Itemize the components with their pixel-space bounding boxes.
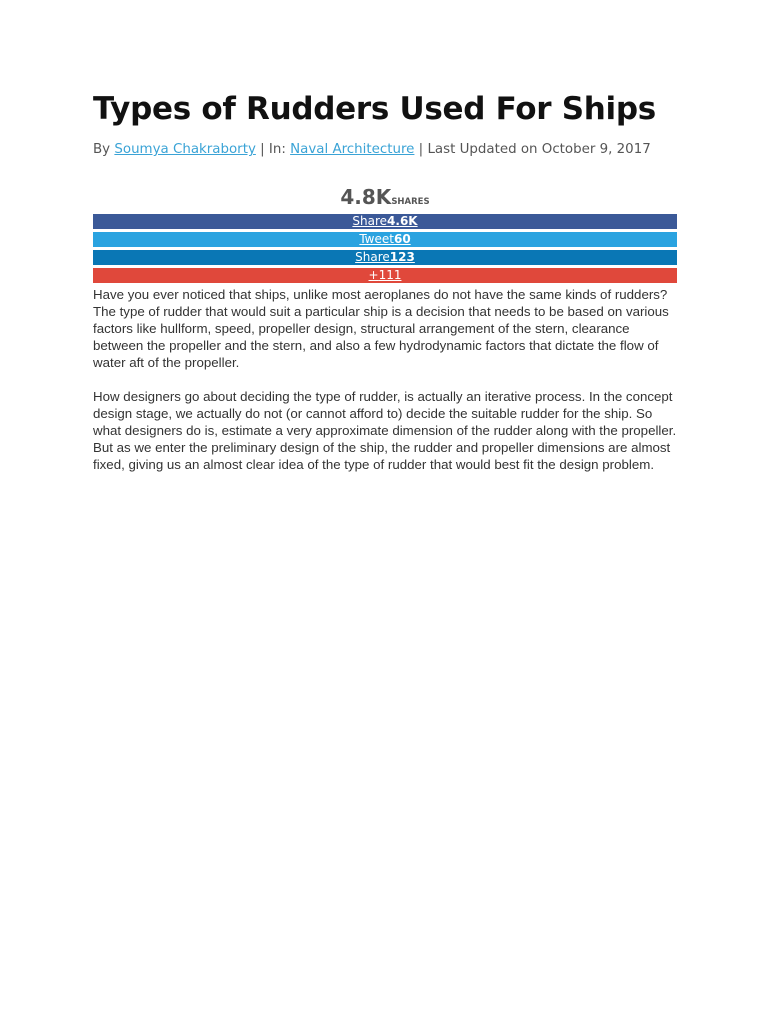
byline-updated: | Last Updated on October 9, 2017 [414, 142, 651, 157]
paragraph-intro: Have you ever noticed that ships, unlike most aeroplanes do not have the same kinds of rudders? The type of rudder that would suit a particular ship is a decision that needs to be based on various factors like hullform, speed, propeller design, structural arrangement of the stern, clearance between the propeller and the stern, and also a few hydrodynamic factors that dictate the flow of water aft of the propeller. [93, 287, 669, 370]
linkedin-share-button[interactable] [93, 250, 677, 265]
more-share-count: 111 [378, 268, 402, 282]
linkedin-share-label: Share [355, 250, 390, 264]
facebook-share-count: 4.6K [387, 214, 418, 228]
more-share-button[interactable] [93, 268, 677, 283]
facebook-share-label: Share [352, 214, 388, 228]
article-title: Types of Rudders Used For Ships [93, 91, 656, 127]
byline-in: | In: [255, 142, 291, 157]
twitter-tweet-label: Tweet [359, 232, 394, 246]
more-share-label: + [368, 268, 379, 282]
article [93, 88, 677, 473]
share-total-count: 4.8K [340, 185, 392, 209]
twitter-tweet-button[interactable] [93, 232, 677, 247]
share-total-label: SHARES [391, 197, 430, 207]
byline-by: By [93, 142, 115, 157]
share-total [93, 184, 677, 210]
byline [93, 140, 677, 160]
category-link[interactable]: Naval Architecture [290, 142, 415, 157]
twitter-tweet-count: 60 [393, 232, 411, 246]
facebook-share-button[interactable] [93, 214, 677, 229]
author-link[interactable]: Soumya Chakraborty [114, 142, 256, 157]
share-buttons [93, 214, 677, 283]
linkedin-share-count: 123 [389, 250, 415, 264]
paragraph-design-process: How designers go about deciding the type of rudder, is actually an iterative process. In the concept design stage, we actually do not (or cannot afford to) decide the suitable rudder for the ship. So what designers do is, estimate a very approximate dimension of the rudder along with the propeller. But as we enter the preliminary design of the ship, the rudder and propeller dimensions are almost fixed, giving us an almost clear idea of the type of rudder that would best fit the design problem. [93, 389, 677, 472]
